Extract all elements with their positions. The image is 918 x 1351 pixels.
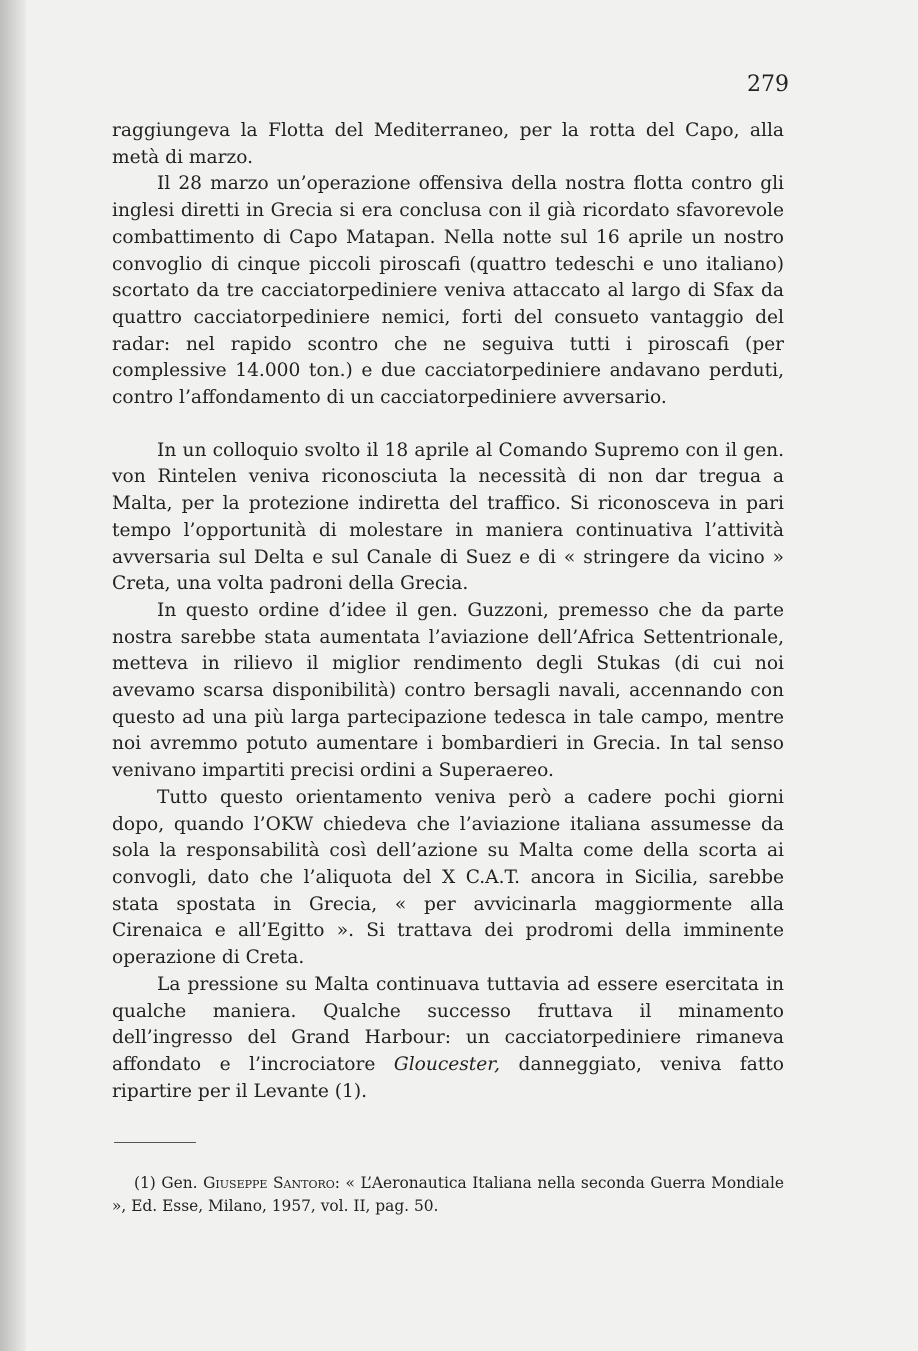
paragraph-6: [112, 972, 784, 1106]
ship-name: Gloucester,: [393, 1053, 501, 1075]
paragraph-5: Tutto questo orientamento veniva però a cadere pochi giorni dopo, quando l’OKW chiedeva che l’aviazione italiana assumesse da sola la responsabilità così dell’azione su Malta come della scorta ai convogli, dato che l’aliquota del X C.A.T. ancora in Sicilia, sarebbe stata spostata in Grecia, « per avvicinarla maggiormente alla Cirenaica e all’Egitto ». Si trattava dei prodromi della imminente operazione di Creta.: [112, 786, 784, 969]
paragraph-1: raggiungeva la Flotta del Mediterraneo, per la rotta del Capo, alla metà di marzo.: [112, 120, 784, 168]
paragraph-6-text-end: danneggiato, veniva fatto ripartire per il Levante (1).: [112, 1053, 784, 1102]
paragraph-4: In questo ordine d’idee il gen. Guzzoni, premesso che da parte nostra sarebbe stata aumentata l’aviazione dell’Africa Settentrionale, metteva in rilievo il miglior rendimento degli Stukas (di cui noi avevamo scarsa disponibilità) contro bersagli navali, accennando con questo ad una più larga partecipazione tedesca in tale campo, mentre noi avremmo potuto aumentare i bombardieri in Grecia. In tal senso venivano impartiti precisi ordini a Superaereo.: [112, 599, 784, 782]
footnote-divider: [114, 1142, 196, 1143]
footnote: [112, 1172, 784, 1218]
body-text: [112, 118, 784, 1105]
footnote-marker: (1) Gen.: [134, 1174, 198, 1192]
page-number: 279: [747, 72, 789, 97]
footnote-text: [112, 1172, 784, 1218]
paragraph-2: Il 28 marzo un’operazione offensiva della nostra flotta contro gli inglesi diretti in Grecia si era conclusa con il già ricordato sfavorevole combattimento di Capo Matapan. Nella notte sul 16 aprile un nostro convoglio di cinque piccoli piroscafi (quattro tedeschi e uno italiano) scortato da tre cacciatorpediniere veniva attaccato al largo di Sfax da quattro cacciatorpediniere nemici, forti del consueto vantaggio del radar: nel rapido scontro che ne seguiva tutti i piroscafi (per complessive 14.000 ton.) e due cacciatorpediniere andavano perduti, contro l’affondamento di un cacciatorpediniere avversario.: [112, 173, 784, 409]
paragraph-6-text-start: La pressione su Malta continuava tuttavia ad essere esercitata in qualche maniera. Qualche successo fruttava il minamento dell’ingresso del Grand Harbour: un cacciatorpediniere rimaneva affondato e l’incrociatore: [112, 973, 784, 1075]
footnote-citation: : « L’Aeronautica Italiana nella seconda Guerra Mondiale », Ed. Esse, Milano, 1957, vol. II, pag. 50.: [112, 1174, 785, 1215]
footnote-author: Giuseppe Santoro: [203, 1174, 335, 1192]
paragraph-3: In un colloquio svolto il 18 aprile al Comando Supremo con il gen. von Rintelen veniva riconosciuta la necessità di non dar tregua a Malta, per la protezione indiretta del traffico. Si riconosceva in pari tempo l’opportunità di molestare in maniera continuativa l’attività avversaria sul Delta e sul Canale di Suez e di « stringere da vicino » Creta, una volta padroni della Grecia.: [112, 439, 784, 595]
